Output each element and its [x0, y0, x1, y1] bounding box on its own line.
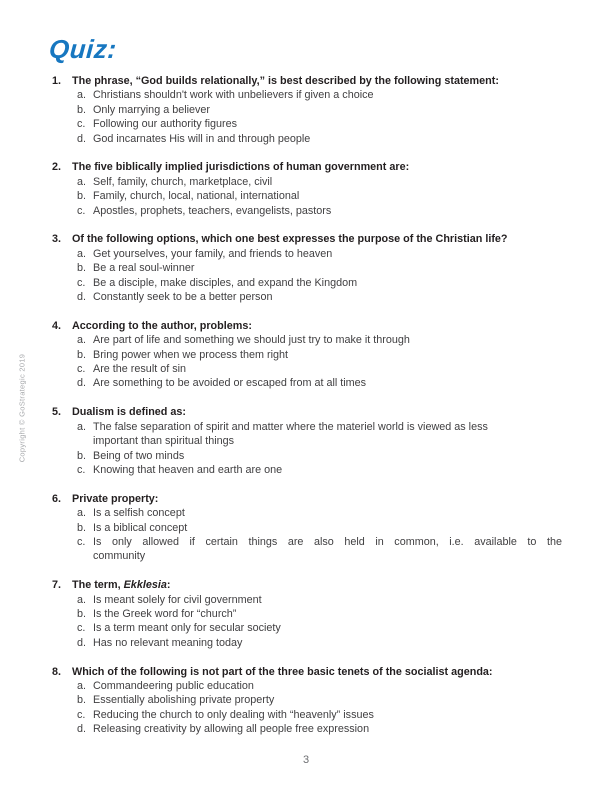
option-text: Is meant solely for civil government	[93, 593, 262, 606]
option-text: Is a selfish concept	[93, 507, 185, 520]
page-title: Quiz:	[48, 34, 118, 64]
option-text: Apostles, prophets, teachers, evangelists, pastors	[93, 204, 332, 217]
question-heading	[52, 492, 562, 506]
option-row	[77, 621, 562, 635]
option-text: Are something to be avoided or escaped from at all times	[93, 377, 367, 390]
question-number: 6.	[52, 492, 62, 505]
option-row	[77, 449, 562, 463]
question-heading	[52, 319, 562, 333]
option-row	[77, 348, 562, 362]
question-heading	[52, 405, 562, 419]
option-letter: a.	[77, 89, 87, 102]
option-letter: d.	[77, 132, 87, 145]
option-letter: c.	[77, 463, 86, 476]
option-letter: c.	[77, 276, 86, 289]
option-text: Be a disciple, make disciples, and expand the Kingdom	[93, 276, 358, 289]
option-text: Are part of life and something we should just try to make it through	[93, 334, 410, 347]
option-letter: a.	[77, 420, 87, 433]
option-text: The false separation of spirit and matter where the materiel world is viewed as less important than spiritual things	[93, 420, 488, 448]
question-block	[52, 232, 562, 304]
option-list	[52, 679, 562, 737]
option-row	[77, 290, 562, 304]
option-list	[52, 247, 562, 305]
option-row	[77, 722, 562, 736]
option-row	[77, 679, 562, 693]
option-row	[77, 189, 562, 203]
option-letter: d.	[77, 636, 87, 649]
question-prompt: The term, Ekklesia:	[72, 579, 171, 592]
option-row	[77, 88, 562, 102]
option-letter: a.	[77, 247, 87, 260]
option-text: Releasing creativity by allowing all people free expression	[93, 723, 370, 736]
option-row	[77, 693, 562, 707]
option-text: Is the Greek word for “church”	[93, 607, 237, 620]
option-row	[77, 103, 562, 117]
option-letter: b.	[77, 103, 87, 116]
copyright-vertical-text: Copyright © GoStrategic 2019	[17, 353, 27, 463]
question-block	[52, 578, 562, 650]
question-number: 7.	[52, 579, 62, 592]
option-text: Commandeering public education	[93, 679, 254, 692]
option-list	[52, 506, 562, 564]
option-text: Constantly seek to be a better person	[93, 291, 273, 304]
question-prompt: According to the author, problems:	[72, 319, 252, 332]
option-text: Following our authority figures	[93, 118, 238, 131]
option-text: Only marrying a believer	[93, 103, 211, 116]
question-prompt: The phrase, “God builds relationally,” is best described by the following statement:	[72, 75, 499, 87]
question-prompt: The five biblically implied jurisdictions of human government are:	[72, 161, 410, 174]
option-list	[52, 420, 562, 478]
option-letter: b.	[77, 449, 87, 462]
question-prompt: Of the following options, which one best expresses the purpose of the Christian life?	[72, 233, 508, 246]
option-letter: c.	[77, 622, 86, 635]
option-letter: a.	[77, 175, 87, 188]
question-heading	[52, 665, 562, 679]
option-row	[77, 333, 562, 347]
option-text: God incarnates His will in and through people	[93, 132, 311, 145]
option-row	[77, 362, 562, 376]
option-list	[52, 333, 562, 391]
option-letter: a.	[77, 593, 87, 606]
option-text: Reducing the church to only dealing with “heavenly” issues	[93, 708, 374, 721]
option-letter: c.	[77, 363, 86, 376]
question-number: 8.	[52, 665, 62, 678]
option-letter: b.	[77, 262, 87, 275]
question-block	[52, 665, 562, 737]
option-row	[77, 463, 562, 477]
option-text: Is only allowed if certain things are also held in common, i.e. available to the community	[93, 535, 562, 563]
option-row	[77, 420, 562, 449]
option-list	[52, 175, 562, 218]
question-prompt: Which of the following is not part of the three basic tenets of the socialist agenda:	[72, 665, 493, 678]
question-prompt: Private property:	[72, 492, 159, 505]
option-row	[77, 247, 562, 261]
option-row	[77, 261, 562, 275]
option-text: Essentially abolishing private property	[93, 694, 275, 707]
option-letter: c.	[77, 708, 86, 721]
option-text: Self, family, church, marketplace, civil	[93, 175, 273, 188]
option-letter: b.	[77, 694, 87, 707]
option-row	[77, 636, 562, 650]
question-prompt: Dualism is defined as:	[72, 406, 186, 419]
question-list	[52, 74, 562, 737]
question-number: 3.	[52, 233, 62, 246]
option-row	[77, 204, 562, 218]
option-row	[77, 276, 562, 290]
option-letter: d.	[77, 377, 87, 390]
option-text: Has no relevant meaning today	[93, 636, 243, 649]
option-letter: d.	[77, 291, 87, 304]
question-number: 1.	[52, 75, 62, 87]
option-row	[77, 376, 562, 390]
question-block	[52, 160, 562, 218]
question-heading	[52, 160, 562, 174]
option-text: Are the result of sin	[93, 363, 187, 376]
option-letter: b.	[77, 190, 87, 203]
option-row	[77, 506, 562, 520]
option-row	[77, 132, 562, 146]
option-text: Is a term meant only for secular society	[93, 622, 281, 635]
option-letter: b.	[77, 348, 87, 361]
option-letter: c.	[77, 535, 86, 548]
option-row	[77, 117, 562, 131]
option-letter: b.	[77, 521, 87, 534]
question-block	[52, 74, 562, 146]
option-text: Get yourselves, your family, and friends to heaven	[93, 247, 333, 260]
option-text: Knowing that heaven and earth are one	[93, 463, 283, 476]
option-letter: a.	[77, 334, 87, 347]
question-number: 2.	[52, 161, 62, 174]
option-row	[77, 607, 562, 621]
option-text: Is a biblical concept	[93, 521, 188, 534]
option-text: Christians shouldn't work with unbelievers if given a choice	[93, 89, 374, 102]
option-text: Family, church, local, national, international	[93, 190, 300, 203]
option-row	[77, 175, 562, 189]
option-letter: d.	[77, 723, 87, 736]
page-number: 3	[302, 754, 310, 766]
option-list	[52, 593, 562, 651]
option-text: Be a real soul-winner	[93, 262, 195, 275]
option-row	[77, 521, 562, 535]
option-list	[52, 88, 562, 146]
option-text: Bring power when we process them right	[93, 348, 289, 361]
question-block	[52, 319, 562, 391]
question-number: 5.	[52, 406, 62, 419]
question-block	[52, 492, 562, 564]
option-letter: b.	[77, 607, 87, 620]
option-letter: c.	[77, 118, 86, 131]
option-letter: a.	[77, 679, 87, 692]
option-row	[77, 535, 562, 564]
question-number: 4.	[52, 319, 62, 332]
question-heading	[52, 578, 562, 592]
option-letter: a.	[77, 507, 87, 520]
question-block	[52, 405, 562, 477]
question-heading	[52, 74, 562, 88]
option-row	[77, 708, 562, 722]
option-row	[77, 593, 562, 607]
option-text: Being of two minds	[93, 449, 185, 462]
option-letter: c.	[77, 204, 86, 217]
question-heading	[52, 232, 562, 246]
page-content	[48, 34, 562, 751]
